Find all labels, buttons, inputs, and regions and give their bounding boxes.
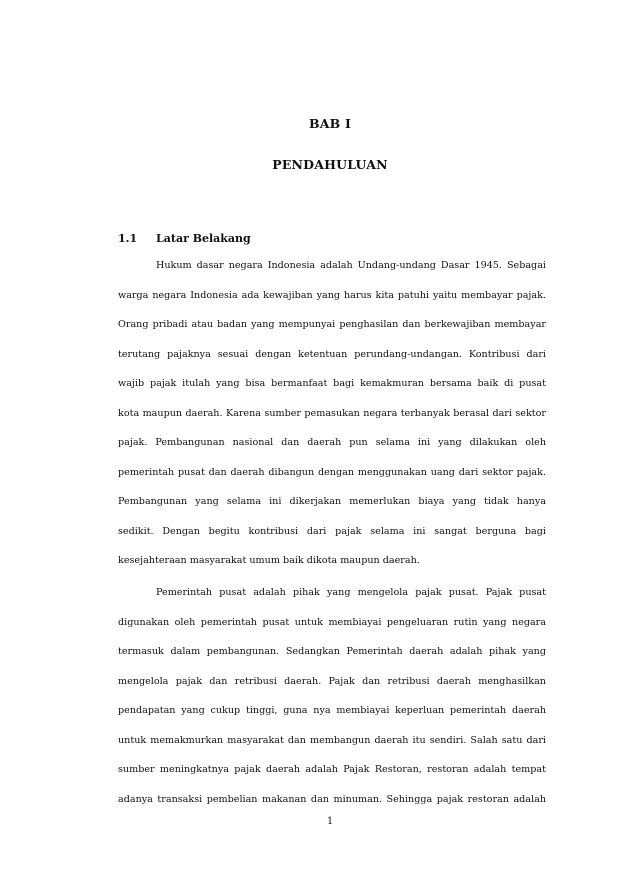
- paragraph-line: wajib pajak itulah yang bisa bermanfaat bagi kemakmuran bersama baik di pusat: [118, 378, 546, 389]
- paragraph-line: Orang pribadi atau badan yang mempunyai penghasilan dan berkewajiban membayar: [118, 319, 546, 330]
- section-number: 1.1: [118, 232, 138, 245]
- paragraph-line: pendapatan yang cukup tinggi, guna nya membiayai keperluan pemerintah daerah: [118, 705, 546, 716]
- paragraph-line: mengelola pajak dan retribusi daerah. Pajak dan retribusi daerah menghasilkan: [118, 675, 546, 687]
- paragraph-line: Pemerintah pusat adalah pihak yang mengelola pajak pusat. Pajak pusat: [156, 587, 546, 598]
- paragraph-line: digunakan oleh pemerintah pusat untuk membiayai pengeluaran rutin yang negara: [118, 616, 546, 628]
- paragraph-line: kesejahteraan masyarakat umum baik dikota maupun daerah.: [118, 555, 420, 566]
- paragraph-line: terutang pajaknya sesuai dengan ketentuan perundang-undangan. Kontribusi dari: [118, 348, 546, 360]
- paragraph-line: pemerintah pusat dan daerah dibangun dengan menggunakan uang dari sektor pajak.: [118, 466, 546, 478]
- paragraph-line: untuk memakmurkan masyarakat dan membangun daerah itu sendiri. Salah satu dari: [118, 734, 546, 746]
- page-number: 1: [326, 816, 334, 827]
- chapter-title: PENDAHULUAN: [272, 157, 388, 172]
- paragraph-line: kota maupun daerah. Karena sumber pemasukan negara terbanyak berasal dari sektor: [118, 407, 546, 419]
- paragraph-line: sedikit. Dengan begitu kontribusi dari pajak selama ini sangat berguna bagi: [118, 525, 546, 537]
- section-title: Latar Belakang: [156, 232, 251, 245]
- chapter-label: BAB I: [308, 116, 352, 131]
- paragraph-2: [118, 587, 546, 823]
- paragraph-line: warga negara Indonesia ada kewajiban yang harus kita patuhi yaitu membayar pajak.: [118, 289, 546, 301]
- section-heading: [118, 232, 251, 245]
- paragraph-line: sumber meningkatnya pajak daerah adalah Pajak Restoran, restoran adalah tempat: [118, 764, 546, 775]
- paragraph-line: termasuk dalam pembangunan. Sedangkan Pemerintah daerah adalah pihak yang: [118, 646, 546, 657]
- paragraph-line: pajak. Pembangunan nasional dan daerah pun selama ini yang dilakukan oleh: [118, 437, 546, 448]
- paragraph-1: [118, 260, 546, 585]
- paragraph-line: Hukum dasar negara Indonesia adalah Undang-undang Dasar 1945. Sebagai: [156, 260, 546, 271]
- paragraph-line: adanya transaksi pembelian makanan dan minuman. Sehingga pajak restoran adalah: [118, 793, 546, 805]
- paragraph-line: Pembangunan yang selama ini dikerjakan memerlukan biaya yang tidak hanya: [118, 496, 546, 507]
